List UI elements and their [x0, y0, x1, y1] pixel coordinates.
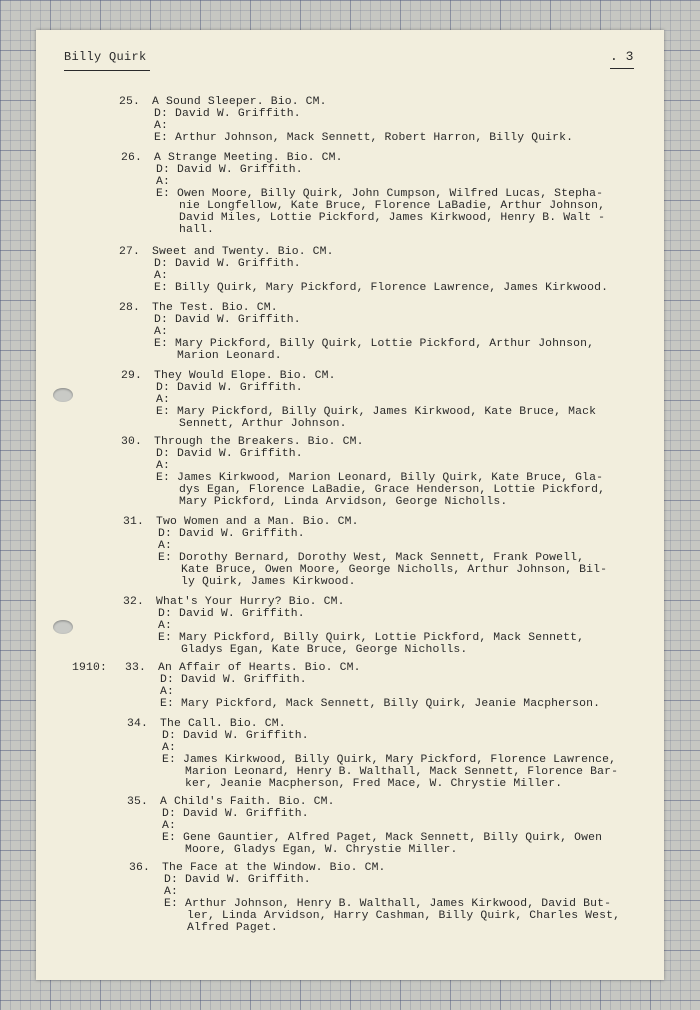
entry-director: D: David W. Griffith. — [154, 108, 301, 120]
cast-line: E: Mary Pickford, Billy Quirk, James Kirkwood, Kate Bruce, Mack — [156, 406, 597, 418]
entry-author: A: — [156, 176, 170, 188]
cast-line: Mary Pickford, Linda Arvidson, George Nicholls. — [179, 496, 508, 508]
cast-line: Sennett, Arthur Johnson. — [179, 418, 347, 430]
entry-director: D: David W. Griffith. — [162, 808, 309, 820]
cast-line: E: James Kirkwood, Marion Leonard, Billy Quirk, Kate Bruce, Gla- — [156, 472, 604, 484]
entry-director: D: David W. Griffith. — [158, 608, 305, 620]
entry-cast — [162, 898, 620, 934]
entry-title: A Child's Faith. Bio. CM. — [160, 796, 335, 808]
cast-line: E: Mary Pickford, Billy Quirk, Lottie Pickford, Mack Sennett, — [158, 632, 585, 644]
entry-author: A: — [164, 886, 178, 898]
cast-line: ly Quirk, James Kirkwood. — [181, 576, 356, 588]
page-number: . 3 — [610, 49, 634, 64]
cast-line: Alfred Paget. — [187, 922, 278, 934]
entry-number: 35. — [127, 796, 148, 808]
entry-cast — [152, 132, 573, 144]
entry-director: D: David W. Griffith. — [156, 448, 303, 460]
entry-author: A: — [156, 394, 170, 406]
cast-line: E: Mary Pickford, Mack Sennett, Billy Quirk, Jeanie Macpherson. — [160, 698, 601, 710]
entry-author: A: — [162, 742, 176, 754]
entry-number: 29. — [121, 370, 142, 382]
cast-line: E: James Kirkwood, Billy Quirk, Mary Pickford, Florence Lawrence, — [162, 754, 617, 766]
entry-25 — [119, 96, 574, 144]
entry-number: 26. — [121, 152, 142, 164]
cast-line: ler, Linda Arvidson, Harry Cashman, Billy Quirk, Charles West, — [187, 910, 621, 922]
entry-director: D: David W. Griffith. — [158, 528, 305, 540]
entry-title: They Would Elope. Bio. CM. — [154, 370, 336, 382]
entry-director: D: David W. Griffith. — [154, 314, 301, 326]
entry-author: A: — [154, 270, 168, 282]
entry-title: What's Your Hurry? Bio. CM. — [156, 596, 345, 608]
cast-line: E: Owen Moore, Billy Quirk, John Cumpson, Wilfred Lucas, Stepha- — [156, 188, 604, 200]
entry-year: 1910: — [72, 662, 107, 674]
cast-line: nie Longfellow, Kate Bruce, Florence LaBadie, Arthur Johnson, — [179, 200, 606, 212]
entry-number: 34. — [127, 718, 148, 730]
entry-title: The Test. Bio. CM. — [152, 302, 278, 314]
entry-29 — [121, 370, 597, 430]
entry-34 — [127, 718, 619, 790]
entry-27 — [119, 246, 609, 294]
entry-number: 28. — [119, 302, 140, 314]
header-underline — [64, 70, 150, 71]
cast-line: Marion Leonard. — [177, 350, 282, 362]
entry-director: D: David W. Griffith. — [156, 164, 303, 176]
entry-author: A: — [156, 460, 170, 472]
cast-line: Gladys Egan, Kate Bruce, George Nicholls. — [181, 644, 468, 656]
entry-title: The Call. Bio. CM. — [160, 718, 286, 730]
cast-line: ker, Jeanie Macpherson, Fred Mace, W. Chrystie Miller. — [185, 778, 563, 790]
entry-cast — [160, 832, 602, 856]
cast-line: hall. — [179, 224, 214, 236]
cast-line: dys Egan, Florence LaBadie, Grace Henderson, Lottie Pickford, — [179, 484, 606, 496]
entry-33 — [72, 662, 601, 710]
entry-director: D: David W. Griffith. — [164, 874, 311, 886]
cast-line: David Miles, Lottie Pickford, James Kirkwood, Henry B. Walt - — [179, 212, 606, 224]
entry-author: A: — [160, 686, 174, 698]
entry-author: A: — [154, 120, 168, 132]
entry-number: 36. — [129, 862, 150, 874]
entry-author: A: — [154, 326, 168, 338]
entry-26 — [121, 152, 606, 236]
entry-title: Two Women and a Man. Bio. CM. — [156, 516, 359, 528]
entry-31 — [123, 516, 608, 588]
entry-cast — [154, 472, 605, 508]
cast-line: E: Mary Pickford, Billy Quirk, Lottie Pickford, Arthur Johnson, — [154, 338, 595, 350]
cast-line: E: Billy Quirk, Mary Pickford, Florence Lawrence, James Kirkwood. — [154, 282, 609, 294]
entry-30 — [121, 436, 606, 508]
page-number-underline — [610, 68, 634, 69]
entry-number: 27. — [119, 246, 140, 258]
entry-cast — [156, 552, 607, 588]
entry-number: 32. — [123, 596, 144, 608]
entry-cast — [154, 406, 596, 430]
punch-hole — [53, 620, 73, 634]
typed-sheet — [36, 30, 664, 980]
cast-line: E: Dorothy Bernard, Dorothy West, Mack Sennett, Frank Powell, — [158, 552, 585, 564]
entry-author: A: — [158, 540, 172, 552]
entry-cast — [154, 188, 605, 236]
entry-director: D: David W. Griffith. — [156, 382, 303, 394]
entry-cast — [152, 282, 608, 294]
entry-title: Through the Breakers. Bio. CM. — [154, 436, 364, 448]
cast-line: E: Arthur Johnson, Mack Sennett, Robert Harron, Billy Quirk. — [154, 132, 574, 144]
entry-number: 25. — [119, 96, 140, 108]
entry-title: The Face at the Window. Bio. CM. — [162, 862, 386, 874]
entry-35 — [127, 796, 603, 856]
header-name: Billy Quirk — [64, 50, 147, 64]
entry-author: A: — [158, 620, 172, 632]
cast-line: Marion Leonard, Henry B. Walthall, Mack Sennett, Florence Bar- — [185, 766, 619, 778]
cast-line: Moore, Gladys Egan, W. Chrystie Miller. — [185, 844, 458, 856]
entry-number: 31. — [123, 516, 144, 528]
entry-32 — [123, 596, 585, 656]
entry-director: D: David W. Griffith. — [154, 258, 301, 270]
entry-28 — [119, 302, 595, 362]
punch-hole — [53, 388, 73, 402]
cast-line: E: Gene Gauntier, Alfred Paget, Mack Sennett, Billy Quirk, Owen — [162, 832, 603, 844]
entry-number: 33. — [125, 662, 146, 674]
entry-title: A Strange Meeting. Bio. CM. — [154, 152, 343, 164]
entry-number: 30. — [121, 436, 142, 448]
entry-title: A Sound Sleeper. Bio. CM. — [152, 96, 327, 108]
entry-cast — [158, 698, 600, 710]
entry-cast — [160, 754, 618, 790]
entry-36 — [129, 862, 621, 934]
entry-cast — [152, 338, 594, 362]
entry-cast — [156, 632, 584, 656]
entry-director: D: David W. Griffith. — [160, 674, 307, 686]
entry-title: An Affair of Hearts. Bio. CM. — [158, 662, 361, 674]
entry-author: A: — [162, 820, 176, 832]
entry-title: Sweet and Twenty. Bio. CM. — [152, 246, 334, 258]
entry-director: D: David W. Griffith. — [162, 730, 309, 742]
cast-line: E: Arthur Johnson, Henry B. Walthall, James Kirkwood, David But- — [164, 898, 612, 910]
cast-line: Kate Bruce, Owen Moore, George Nicholls, Arthur Johnson, Bil- — [181, 564, 608, 576]
